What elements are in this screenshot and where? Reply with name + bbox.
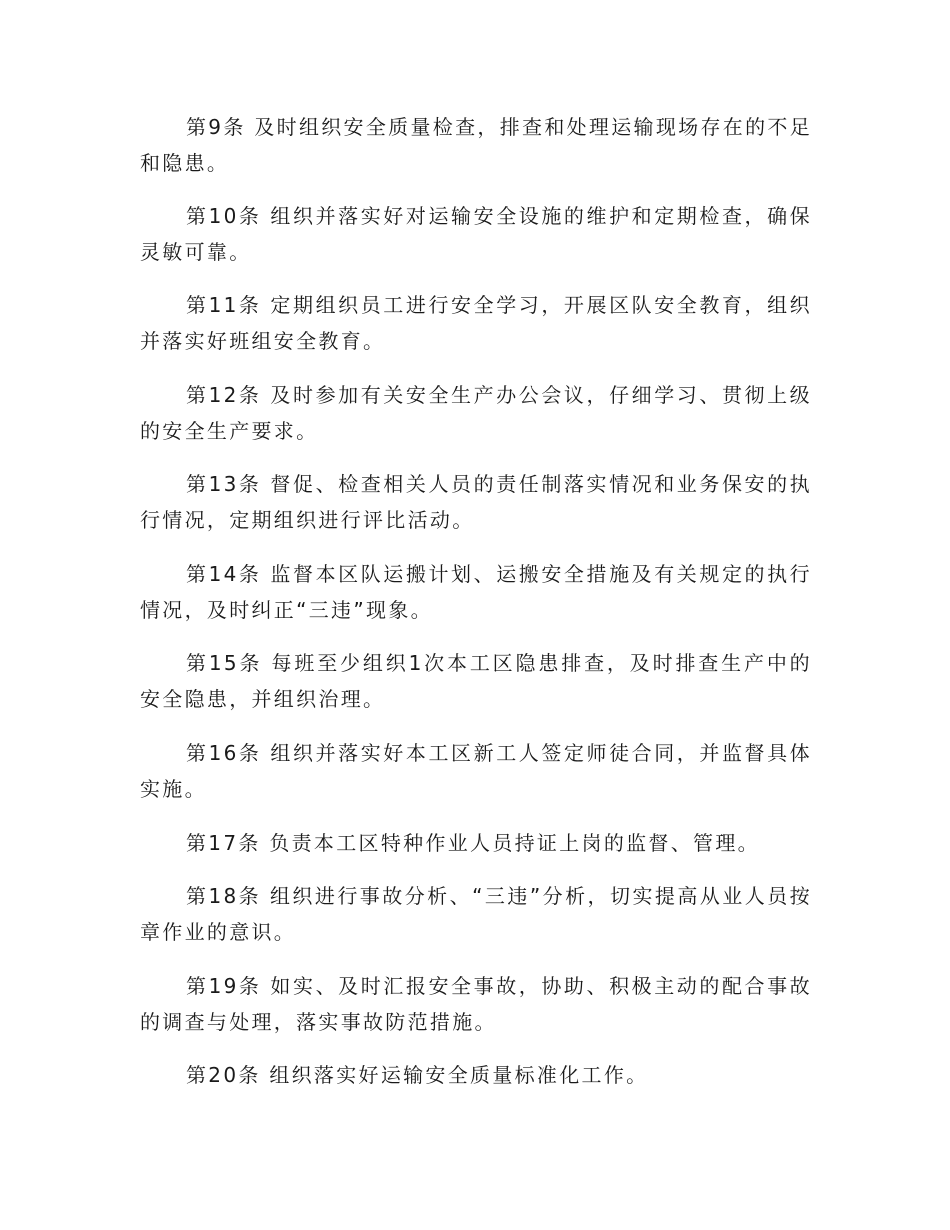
article-18 bbox=[140, 878, 812, 950]
article-15 bbox=[140, 645, 812, 717]
article-text: 及时参加有关安全生产办公会议，仔细学习、贯彻上级的安全生产要求。 bbox=[140, 383, 812, 443]
article-19 bbox=[140, 968, 812, 1040]
article-text: 定期组织员工进行安全学习，开展区队安全教育，组织并落实好班组安全教育。 bbox=[140, 293, 812, 353]
article-text: 组织落实好运输安全质量标准化工作。 bbox=[269, 1063, 649, 1087]
article-20 bbox=[140, 1057, 812, 1093]
article-label: 第17条 bbox=[186, 831, 261, 855]
article-text: 监督本区队运搬计划、运搬安全措施及有关规定的执行情况，及时纠正“三违”现象。 bbox=[140, 562, 812, 622]
article-text: 组织并落实好本工区新工人签定师徒合同，并监督具体实施。 bbox=[140, 741, 812, 801]
article-13 bbox=[140, 466, 812, 538]
article-10 bbox=[140, 198, 812, 270]
article-text: 如实、及时汇报安全事故，协助、积极主动的配合事故的调查与处理，落实事故防范措施。 bbox=[140, 974, 812, 1034]
article-11 bbox=[140, 287, 812, 359]
article-label: 第16条 bbox=[186, 741, 262, 765]
article-14 bbox=[140, 556, 812, 628]
article-text: 组织进行事故分析、“三违”分析，切实提高从业人员按章作业的意识。 bbox=[140, 884, 812, 944]
article-label: 第9条 bbox=[186, 115, 246, 139]
article-text: 组织并落实好对运输安全设施的维护和定期检查，确保灵敏可靠。 bbox=[140, 204, 812, 264]
article-9 bbox=[140, 109, 812, 181]
article-label: 第15条 bbox=[186, 651, 263, 675]
article-label: 第14条 bbox=[186, 562, 262, 586]
article-label: 第19条 bbox=[186, 974, 262, 998]
article-text: 负责本工区特种作业人员持证上岗的监督、管理。 bbox=[269, 831, 760, 855]
article-12 bbox=[140, 377, 812, 449]
article-label: 第12条 bbox=[186, 383, 262, 407]
article-16 bbox=[140, 735, 812, 807]
article-text: 及时组织安全质量检查，排查和处理运输现场存在的不足和隐患。 bbox=[140, 115, 813, 175]
article-17 bbox=[140, 825, 812, 861]
article-label: 第20条 bbox=[186, 1063, 261, 1087]
article-text: 每班至少组织1次本工区隐患排查，及时排查生产中的安全隐患，并组织治理。 bbox=[140, 651, 812, 711]
article-label: 第10条 bbox=[186, 204, 262, 228]
article-label: 第13条 bbox=[186, 472, 262, 496]
article-text: 督促、检查相关人员的责任制落实情况和业务保安的执行情况，定期组织进行评比活动。 bbox=[140, 472, 812, 532]
article-label: 第18条 bbox=[186, 884, 262, 908]
article-label: 第11条 bbox=[186, 293, 262, 317]
